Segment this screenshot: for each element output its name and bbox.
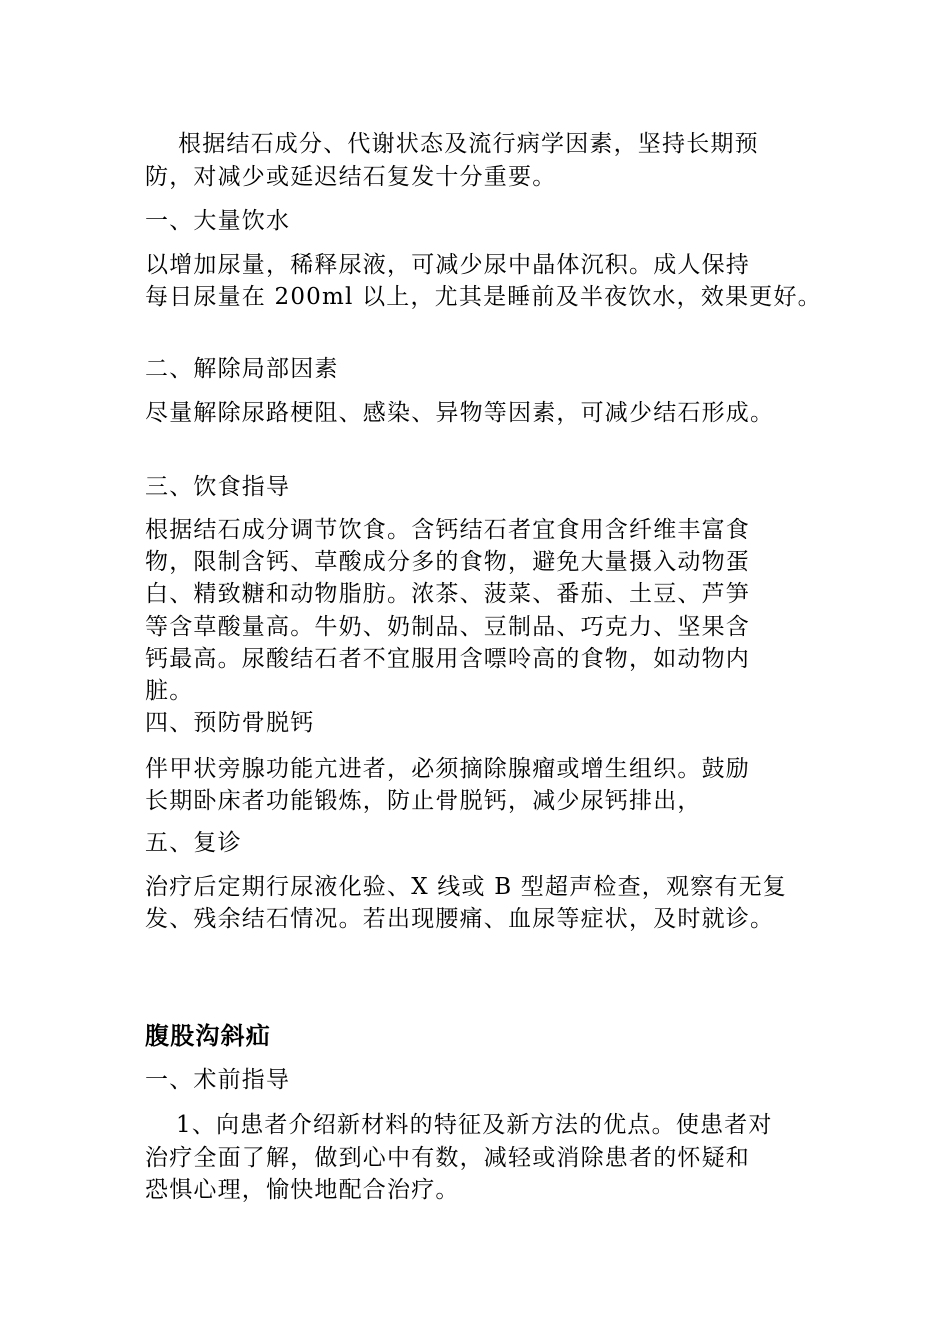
section-3-line-6: 脏。 (145, 678, 194, 704)
topic-title: 腹股沟斜疝 (145, 1021, 271, 1050)
section-2-line-1: 尽量解除尿路梗阻、感染、异物等因素，可减少结石形成。 (145, 400, 775, 426)
section-heading-2: 二、解除局部因素 (145, 356, 339, 382)
section-1-line-1: 以增加尿量，稀释尿液，可减少尿中晶体沉积。成人保持 (145, 252, 750, 278)
topic-section-line-1: 1、向患者介绍新材料的特征及新方法的优点。使患者对 (176, 1112, 773, 1138)
intro-line-2: 防，对减少或延迟结石复发十分重要。 (145, 164, 557, 190)
section-5-line-1: 治疗后定期行尿液化验、X 线或 B 型超声检查，观察有无复 (145, 874, 788, 900)
section-heading-4: 四、预防骨脱钙 (145, 710, 315, 736)
section-3-line-5: 钙最高。尿酸结石者不宜服用含嘌呤高的食物，如动物内 (145, 646, 750, 672)
section-5-line-2: 发、残余结石情况。若出现腰痛、血尿等症状，及时就诊。 (145, 906, 775, 932)
section-3-line-1: 根据结石成分调节饮食。含钙结石者宜食用含纤维丰富食 (145, 517, 750, 543)
section-4-line-1: 伴甲状旁腺功能亢进者，必须摘除腺瘤或增生组织。鼓励 (145, 756, 750, 782)
section-1-line-2: 每日尿量在 200ml 以上，尤其是睡前及半夜饮水，效果更好。 (145, 284, 822, 310)
intro-line-1: 根据结石成分、代谢状态及流行病学因素，坚持长期预 (178, 131, 759, 157)
section-3-line-2: 物，限制含钙、草酸成分多的食物，避免大量摄入动物蛋 (145, 549, 750, 575)
section-heading-3: 三、饮食指导 (145, 474, 291, 500)
topic-section-line-2: 治疗全面了解，做到心中有数，减轻或消除患者的怀疑和 (145, 1145, 750, 1171)
section-4-line-2: 长期卧床者功能锻炼，防止骨脱钙，减少尿钙排出， (145, 788, 702, 814)
topic-section-heading: 一、术前指导 (145, 1067, 291, 1093)
section-3-line-4: 等含草酸量高。牛奶、奶制品、豆制品、巧克力、坚果含 (145, 614, 750, 640)
topic-section-line-3: 恐惧心理，愉快地配合治疗。 (145, 1177, 460, 1203)
section-heading-5: 五、复诊 (145, 830, 242, 856)
section-3-line-3: 白、精致糖和动物脂肪。浓茶、菠菜、番茄、土豆、芦笋 (145, 581, 750, 607)
section-heading-1: 一、大量饮水 (145, 208, 291, 234)
